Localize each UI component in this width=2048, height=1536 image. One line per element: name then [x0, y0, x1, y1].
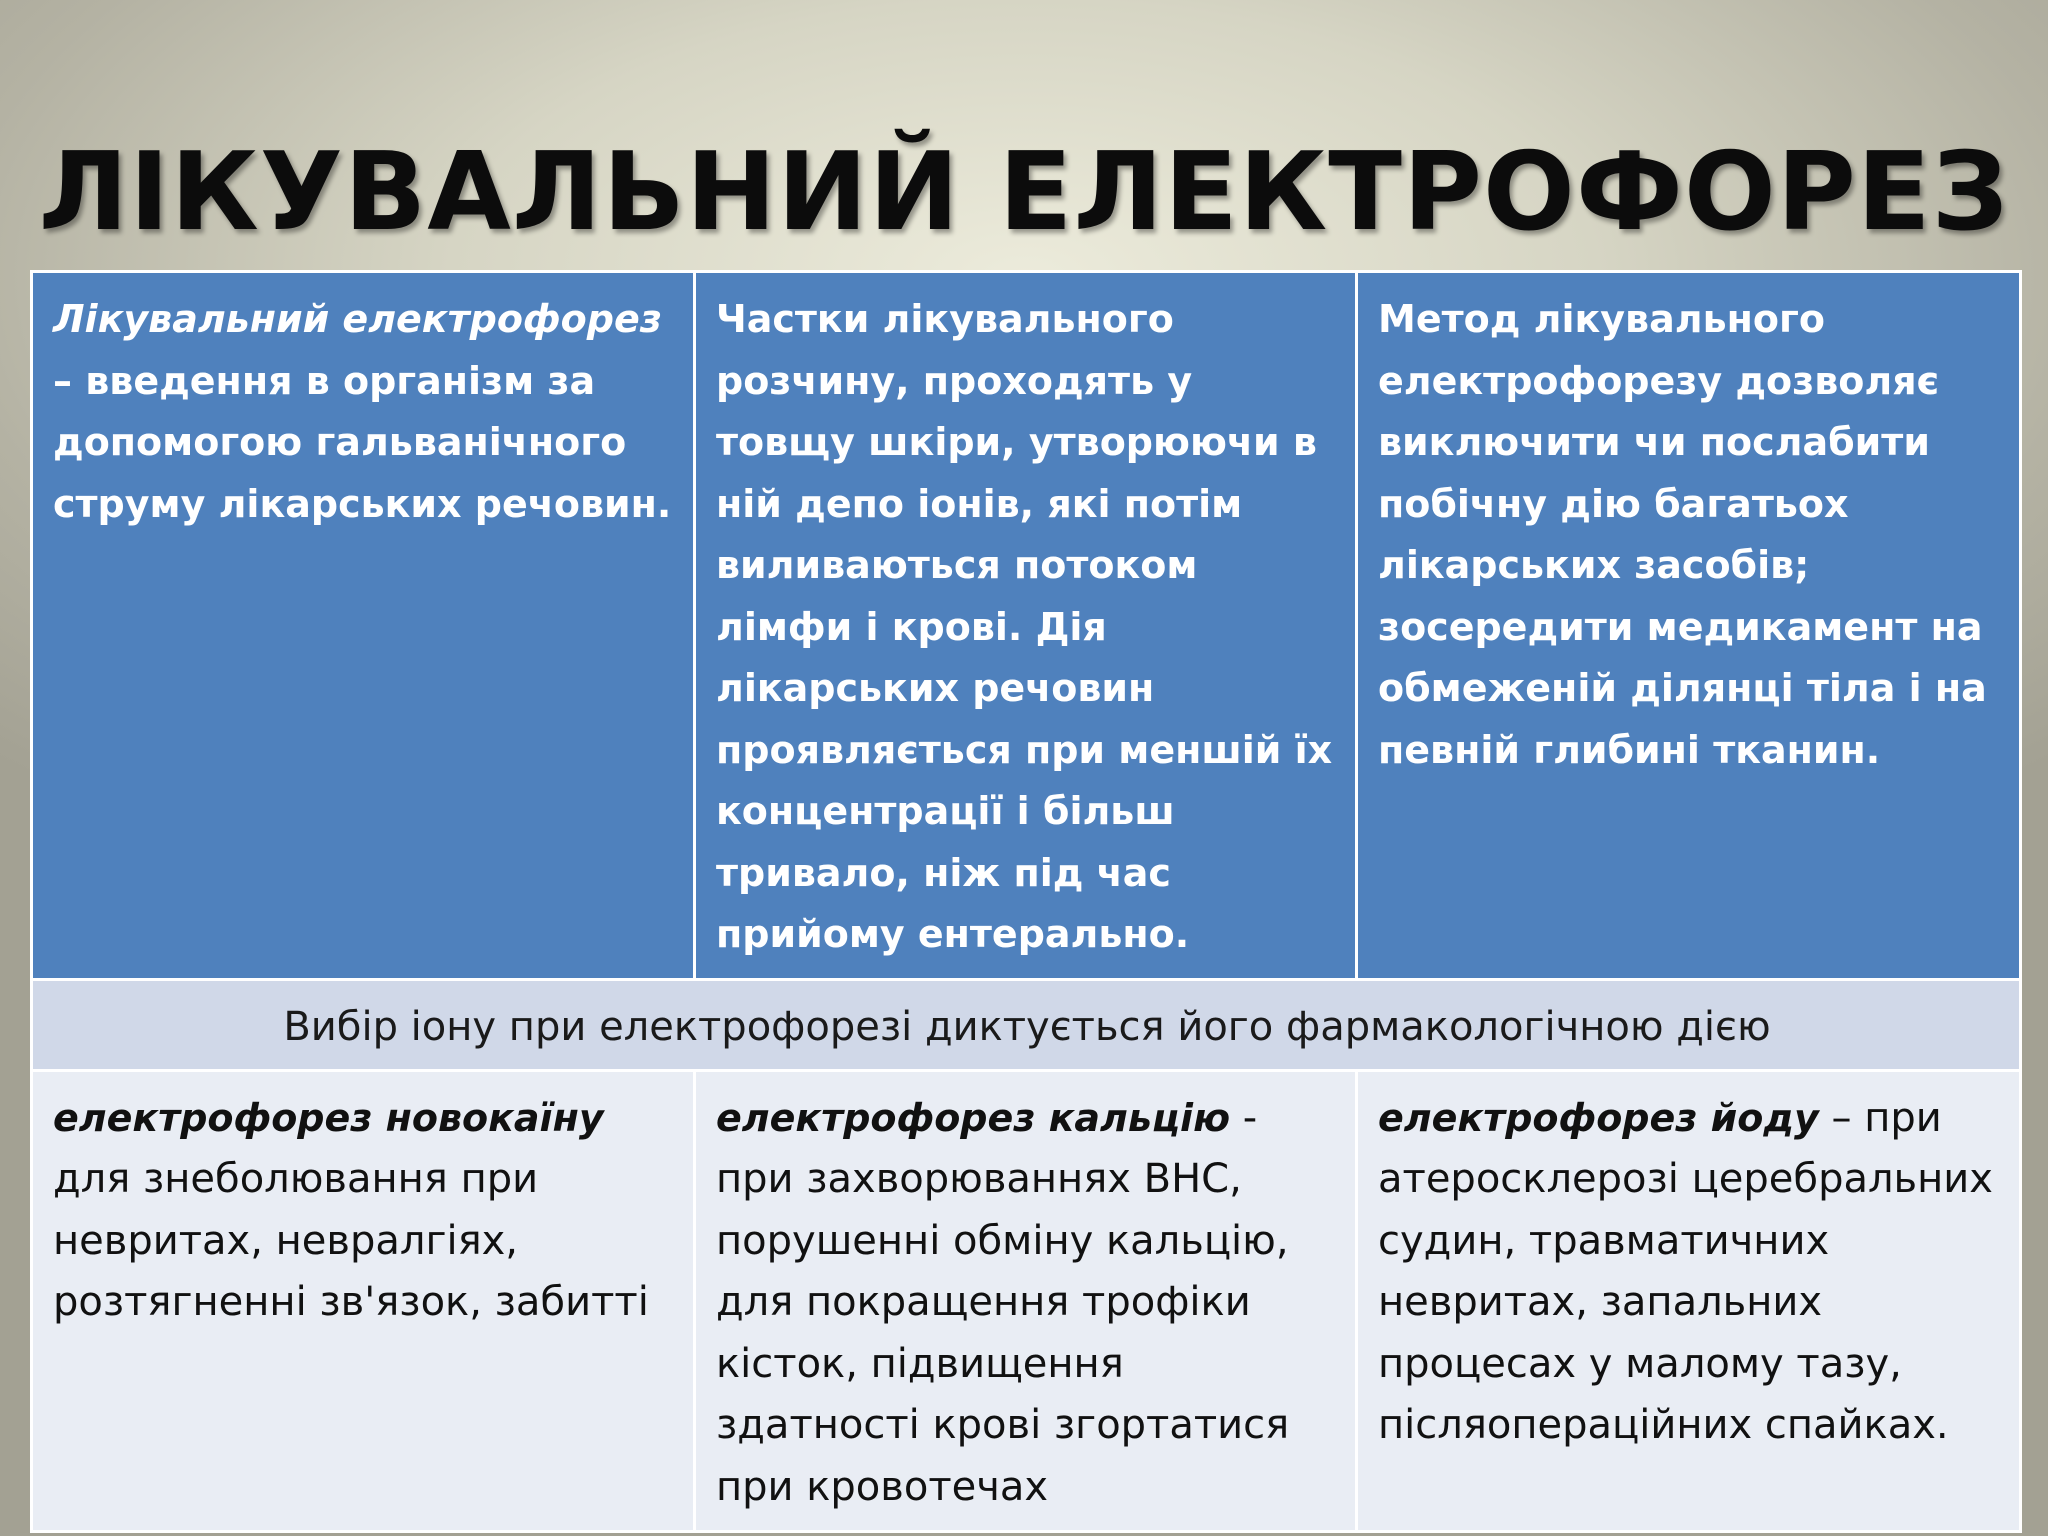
mechanism-text: Частки лікувального розчину, проходять у товщу шкіри, утворюючи в ній депо іонів, які потім виливаються потоком лімфи і крові. Дія лікарських речовин проявляється при меншій їх концентрації і більш тривало, ніж під час прийому ентерально. [716, 297, 1333, 956]
electrophoresis-table [30, 270, 2022, 1533]
advantages-cell [1357, 272, 2021, 980]
calcium-term: електрофорез кальцію [716, 1095, 1231, 1140]
slide-title: ЛІКУВАЛЬНИЙ ЕЛЕКТРОФОРЕЗ [38, 130, 2010, 255]
calcium-cell [695, 1070, 1357, 1532]
examples-row [32, 1070, 2021, 1532]
definition-row [32, 272, 2021, 980]
definition-cell [32, 272, 695, 980]
novocaine-cell [32, 1070, 695, 1532]
iodine-cell [1357, 1070, 2021, 1532]
definition-term: Лікувальний електрофорез [53, 297, 662, 341]
advantages-text: Метод лікувального електрофорезу дозволяє виключити чи послабити побічну дію багатьох лікарських засобів; зосередити медикамент на обмеженій ділянці тіла і на певній глибині тканин. [1378, 297, 1987, 772]
ion-choice-banner: Вибір іону при електрофорезі диктується його фармакологічною дією [32, 979, 2021, 1070]
novocaine-term: електрофорез новокаїну [53, 1095, 604, 1140]
calcium-text: - при захворюваннях ВНС, порушенні обміну кальцію, для покращення трофіки кісток, підвищення здатності крові згортатися при кровотечах [716, 1094, 1290, 1510]
iodine-term: електрофорез йоду [1378, 1095, 1819, 1140]
iodine-text: – при атеросклерозі церебральних судин, травматичних невритах, запальних процесах у малому тазу, післяопераційних спайках. [1378, 1094, 1993, 1448]
novocaine-text: для знеболювання при невритах, невралгіях, розтягненні зв'язок, забитті [53, 1156, 649, 1325]
definition-text: – введення в організм за допомогою гальванічного струму лікарських речовин. [53, 358, 672, 526]
mechanism-cell [695, 272, 1357, 980]
banner-row [32, 979, 2021, 1070]
